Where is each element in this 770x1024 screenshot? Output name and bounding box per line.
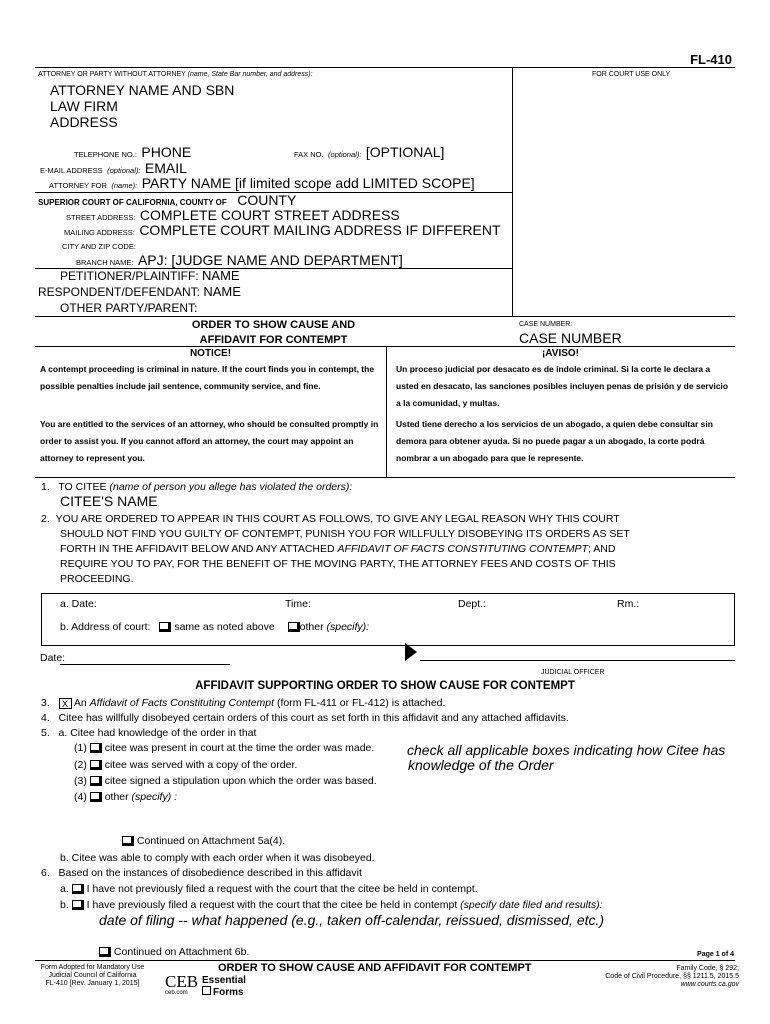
street-label: STREET ADDRESS:	[66, 213, 136, 222]
item6b-value[interactable]: date of filing -- what happened (e.g., taken off-calendar, reissued, dismissed, etc.)	[99, 912, 605, 928]
respondent-row	[38, 284, 241, 299]
email-row: E-MAIL ADDRESS (optional): EMAIL	[40, 160, 187, 176]
hearing-room-field[interactable]: Rm.:	[617, 598, 640, 610]
aviso-heading: ¡AVISO!	[541, 348, 580, 359]
court-use-divider	[512, 67, 513, 316]
respondent-value[interactable]: NAME	[203, 284, 241, 299]
judicial-officer-signature-line[interactable]	[420, 660, 735, 661]
served-copy-checkbox[interactable]	[90, 760, 102, 770]
attorney-name: ATTORNEY NAME AND SBN	[50, 82, 235, 98]
item6-row: 6. Based on the instances of disobedience described in this affidavit	[41, 867, 362, 879]
item2-text: 2. YOU ARE ORDERED TO APPEAR IN THIS COURT AS FOLLOWS, TO GIVE ANY LEGAL REASON WHY THIS COURT SHOULD NOT FIND YOU GUILTY OF CONTEMPT, PUNISH YOU FOR WILLFULLY DISOBEYING ITS ORDERS AS SET FORTH IN THE AFFIDAVIT BELOW AND ANY ATTACHED AFFIDAVIT OF FACTS CONSTITUTING CONTEMPT; AND REQUIRE YOU TO PAY, FOR THE BENEFIT OF THE MOVING PARTY, THE ATTORNEY FEES AND COSTS OF THIS PROCEEDING.	[41, 513, 630, 585]
branch-value[interactable]: APJ: [JUDGE NAME AND DEPARTMENT]	[137, 252, 403, 268]
item6a-row: a. I have not previously filed a request with the court that the citee be held in contempt.	[60, 883, 478, 895]
not-previously-filed-checkbox[interactable]	[72, 884, 84, 894]
notice-heading: NOTICE!	[189, 348, 232, 359]
city-zip-label: CITY AND ZIP CODE:	[62, 242, 136, 251]
attorney-label: ATTORNEY OR PARTY WITHOUT ATTORNEY (name, State Bar number, and address):	[38, 71, 313, 78]
court-use-label: FOR COURT USE ONLY	[592, 71, 671, 78]
fax-label: FAX NO.	[294, 150, 324, 159]
form-title: ORDER TO SHOW CAUSE AND AFFIDAVIT FOR CONTEMPT	[191, 319, 356, 346]
item5b-row: b. Citee was able to comply with each order when it was disobeyed.	[60, 852, 375, 864]
item5-row: 5. a. Citee had knowledge of the order in that	[41, 727, 257, 739]
attorney-for-label: ATTORNEY FOR	[49, 181, 107, 190]
case-number-value[interactable]: CASE NUMBER	[519, 330, 622, 346]
other-address-checkbox[interactable]	[288, 622, 300, 632]
affidavit-heading: AFFIDAVIT SUPPORTING ORDER TO SHOW CAUSE FOR CONTEMPT	[195, 680, 575, 692]
knowledge-option-2: (2) citee was served with a copy of the order.	[74, 759, 298, 771]
item3-row: 3. X An Affidavit of Facts Constituting Contempt (form FL-411 or FL-412) is attached.	[41, 697, 446, 709]
court-address-row: b. Address of court: same as noted above other (specify):	[60, 621, 370, 633]
fax-value[interactable]: [OPTIONAL]	[365, 144, 445, 160]
form-id: FL-410	[690, 52, 732, 67]
branch-label: BRANCH NAME:	[76, 258, 134, 267]
county-value[interactable]: COUNTY	[237, 192, 297, 208]
item3-checkbox[interactable]: X	[59, 698, 72, 709]
law-firm: LAW FIRM	[50, 98, 118, 114]
same-address-checkbox[interactable]	[159, 622, 171, 632]
email-value[interactable]: EMAIL	[144, 160, 187, 176]
mailing-row	[64, 222, 501, 240]
footer-left: Form Adopted for Mandatory Use Judicial Council of California FL-410 [Rev. January 1, 2015]	[40, 964, 145, 987]
attorney-for-value[interactable]: PARTY NAME [if limited scope add LIMITED SCOPE]	[141, 175, 475, 191]
knowledge-option-1: (1) citee was present in court at the time the order was made.	[74, 742, 375, 754]
signature-date-line[interactable]	[60, 664, 230, 665]
attorney-block[interactable]	[50, 82, 234, 130]
petitioner-value[interactable]: NAME	[202, 268, 240, 283]
knowledge-option-3: (3) citee signed a stipulation upon which the order was based.	[74, 775, 377, 787]
stipulation-checkbox[interactable]	[90, 776, 102, 786]
hearing-time-field[interactable]: Time:	[285, 598, 311, 610]
respondent-label: RESPONDENT/DEFENDANT:	[38, 285, 201, 299]
title-bottom-rule	[35, 346, 735, 347]
other-knowledge-checkbox[interactable]	[90, 792, 102, 802]
petitioner-row	[60, 268, 240, 283]
item6b-row: b. I have previously filed a request with the court that the citee be held in contempt (specify date filed and results):	[60, 899, 603, 911]
mailing-label: MAILING ADDRESS:	[64, 228, 135, 237]
notice-divider	[386, 346, 387, 477]
notice-en-p1: A contempt proceeding is criminal in nature. If the court finds you in contempt, the possible penalties include jail sentence, community service, and fine.	[40, 364, 375, 391]
hearing-date-field[interactable]: a. Date:	[60, 598, 97, 610]
court-label: SUPERIOR COURT OF CALIFORNIA, COUNTY OF	[38, 198, 227, 207]
judicial-officer-label: JUDICIAL OFFICER	[541, 669, 605, 676]
knowledge-option-4: (4) other (specify) :	[74, 791, 178, 803]
hearing-box-right	[734, 593, 735, 645]
notice-bottom-rule	[35, 477, 735, 478]
essential-forms-logo: Essential Forms	[202, 975, 246, 998]
item1-row: 1. TO CITEE (name of person you allege has violated the orders):	[41, 481, 353, 493]
present-in-court-checkbox[interactable]	[90, 743, 102, 753]
notice-en-p2: You are entitled to the services of an attorney, who should be consulted promptly in order to assist you. If you cannot afford an attorney, the court may appoint an attorney to represent you.	[40, 419, 379, 463]
fax-row: FAX NO. (optional): [OPTIONAL]	[294, 144, 445, 160]
attachment-5a-checkbox[interactable]	[122, 836, 134, 846]
page-number: Page 1 of 4	[697, 951, 734, 958]
hearing-dept-field[interactable]: Dept.:	[458, 598, 487, 610]
header-top-rule	[35, 67, 735, 68]
footer-title: ORDER TO SHOW CAUSE AND AFFIDAVIT FOR CONTEMPT	[218, 962, 532, 974]
hearing-box-left	[41, 593, 42, 645]
attorney-for-row: ATTORNEY FOR (name): PARTY NAME [if limited scope add LIMITED SCOPE]	[49, 175, 475, 191]
attorney-address: ADDRESS	[50, 114, 118, 130]
footer-top-rule	[35, 960, 735, 961]
other-party-label: OTHER PARTY/PARENT:	[60, 301, 198, 315]
street-value[interactable]: COMPLETE COURT STREET ADDRESS	[139, 207, 400, 223]
attachment-6b-checkbox[interactable]	[99, 947, 111, 957]
signature-date-label: Date:	[40, 652, 66, 664]
notice-es-p1: Un proceso judicial por desacato es de índole criminal. Si la corte le declara a usted en desacato, las sanciones posibles incluyen penas de prisión y de servicio a la comunidad, y multas.	[396, 364, 729, 408]
previously-filed-checkbox[interactable]	[72, 900, 84, 910]
footer-right: Family Code, § 292; Code of Civil Procedure, §§ 1211.5, 2015.5 www.courts.ca.gov	[605, 965, 739, 988]
hearing-box-bottom	[41, 645, 735, 646]
knowledge-instruction[interactable]: check all applicable boxes indicating how Citee has knowledge of the Order	[407, 742, 726, 773]
item4-row: 4. Citee has willfully disobeyed certain orders of this court as set forth in this affidavit and any attached affidavits.	[41, 712, 569, 724]
email-label: E-MAIL ADDRESS	[40, 166, 103, 175]
mailing-value[interactable]: COMPLETE COURT MAILING ADDRESS IF DIFFERENT	[139, 222, 501, 238]
attachment-5a-row: Continued on Attachment 5a(4).	[122, 835, 285, 847]
telephone-label: TELEPHONE NO.:	[74, 150, 137, 159]
attachment-6b-row: Continued on Attachment 6b.	[99, 946, 249, 958]
notice-es-p2: Usted tiene derecho a los servicios de un abogado, a quien debe consultar sin demora para obtener ayuda. Si no puede pagar a un abogado, la corte podrá nombrar a un abogado para que le represente.	[396, 419, 713, 463]
arrow-icon	[405, 643, 417, 661]
telephone-value[interactable]: PHONE	[141, 144, 192, 160]
petitioner-label: PETITIONER/PLAINTIFF:	[60, 269, 199, 283]
hearing-box-top	[41, 593, 735, 594]
case-number-label: CASE NUMBER:	[519, 321, 573, 328]
citee-name-value[interactable]: CITEE'S NAME	[60, 493, 158, 509]
ceb-logo: CEB ceb.com	[165, 972, 199, 996]
title-top-rule	[35, 316, 735, 317]
